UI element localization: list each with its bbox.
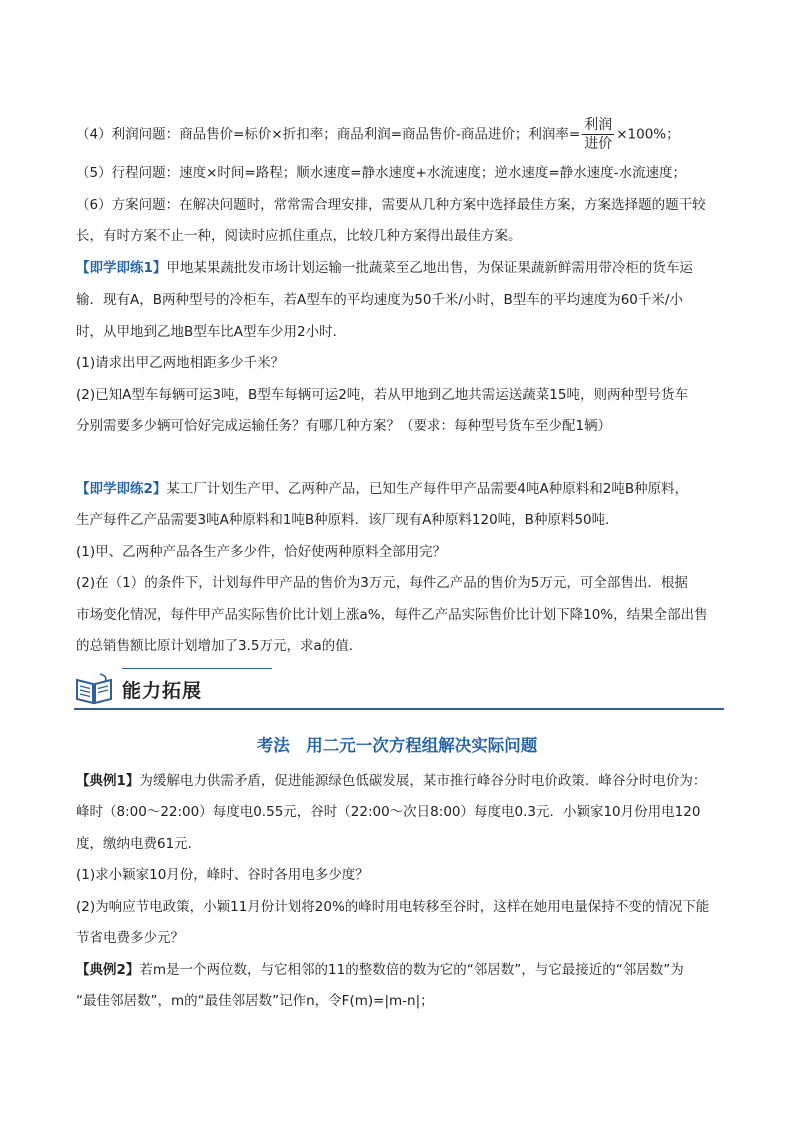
practice-1-text: 甲地某果蔬批发市场计划运输一批蔬菜至乙地出售，为保证果蔬新鲜需用带冷柜的货车运 bbox=[166, 260, 693, 276]
profit-rate-fraction bbox=[582, 116, 614, 153]
example-1-line-3: 度，缴纳电费61元． bbox=[76, 836, 202, 852]
example-1-line-2: 峰时（8:00～22:00）每度电0.55元，谷时（22:00～次日8:00）每度电0.3元．小颖家10月份用电120 bbox=[76, 804, 701, 820]
point-4-profit bbox=[76, 116, 680, 153]
section-title: 能力拓展 bbox=[122, 680, 203, 702]
example-1-question-2b: 节省电费多少元？ bbox=[76, 930, 184, 946]
practice-2-line-1 bbox=[76, 479, 688, 499]
example-1-question-2a: (2)为响应节电政策，小颖11月份计划将20%的峰时用电转移至谷时，这样在她用电量保持不变的情况下能 bbox=[76, 899, 710, 915]
example-1-text: 为缓解电力供需矛盾，促进能源绿色低碳发展，某市推行峰谷分时电价政策．峰谷分时电价为： bbox=[139, 773, 707, 789]
practice-1-line-3: 时，从甲地到乙地B型车比A型车少用2小时． bbox=[76, 324, 347, 340]
practice-1-line-1 bbox=[76, 258, 693, 278]
practice-2-question-2c: 的总销售额比原计划增加了3.5万元，求a的值． bbox=[76, 638, 363, 654]
method-heading: 考法 用二元一次方程组解决实际问题 bbox=[256, 736, 538, 755]
fraction-numerator: 利润 bbox=[584, 117, 613, 133]
section-bottom-rule bbox=[74, 708, 724, 710]
practice-2-question-1: (1)甲、乙两种产品各生产多少件，恰好使两种原料全部用完？ bbox=[76, 544, 447, 560]
example-2-line-2: “最佳邻居数”，m的“最佳邻居数”记作n，令F(m)=|m-n|； bbox=[76, 993, 434, 1009]
example-2-text: 若m是一个两位数，与它相邻的11的整数倍的数为它的“邻居数”，与它最接近的“邻居数”为 bbox=[139, 962, 684, 978]
example-1-question-1: (1)求小颖家10月份，峰时、谷时各用电多少度？ bbox=[76, 867, 369, 883]
practice-1-tag: 【即学即练1】 bbox=[76, 260, 167, 276]
point-4-suffix: ×100%； bbox=[616, 126, 680, 143]
practice-2-text: 某工厂计划生产甲、乙两种产品，已知生产每件甲产品需要4吨A种原料和2吨B种原料， bbox=[166, 481, 689, 497]
practice-2-line-2: 生产每件乙产品需要3吨A种原料和1吨B种原料．该厂现有A种原料120吨，B种原料50吨． bbox=[76, 512, 619, 528]
practice-2-question-2a: (2)在（1）的条件下，计划每件甲产品的售价为3万元，每件乙产品的售价为5万元，可全部售出．根据 bbox=[76, 575, 688, 591]
section-header bbox=[74, 668, 724, 710]
fraction-denominator: 进价 bbox=[584, 136, 613, 152]
practice-2-tag: 【即学即练2】 bbox=[76, 481, 167, 497]
example-1-line-1 bbox=[76, 771, 706, 791]
point-4-text: （4）利润问题：商品售价=标价×折扣率；商品利润=商品售价-商品进价；利润率= bbox=[76, 126, 581, 143]
practice-1-question-2a: (2)已知A型车每辆可运3吨，B型车每辆可运2吨，若从甲地到乙地共需运送蔬菜15吨，则两种型号货车 bbox=[76, 387, 688, 403]
example-1-tag: 【典例1】 bbox=[76, 773, 140, 789]
point-5-travel: （5）行程问题：速度×时间=路程；顺水速度=静水速度+水流速度；逆水速度=静水速度-水流速度； bbox=[76, 165, 687, 181]
practice-1-line-2: 输．现有A，B两种型号的冷柜车，若A型车的平均速度为50千米/小时，B型车的平均速度为60千米/小 bbox=[76, 292, 683, 308]
practice-1-question-2b: 分别需要多少辆可恰好完成运输任务？有哪几种方案？（要求：每种型号货车至少配1辆） bbox=[76, 418, 612, 434]
open-book-icon bbox=[74, 672, 114, 706]
example-2-line-1 bbox=[76, 960, 684, 980]
section-top-rule bbox=[122, 668, 272, 669]
point-6-line-1: （6）方案问题：在解决问题时，常常需合理安排，需要从几种方案中选择最佳方案，方案选择题的题干较 bbox=[76, 197, 706, 213]
example-2-tag: 【典例2】 bbox=[76, 962, 140, 978]
practice-1-question-1: (1)请求出甲乙两地相距多少千米？ bbox=[76, 355, 285, 371]
point-6-line-2: 长，有时方案不止一种，阅读时应抓住重点，比较几种方案得出最佳方案。 bbox=[76, 228, 522, 244]
practice-2-question-2b: 市场变化情况，每件甲产品实际售价比计划上涨a%，每件乙产品实际售价比计划下降10%，结果全部出售 bbox=[76, 607, 708, 623]
